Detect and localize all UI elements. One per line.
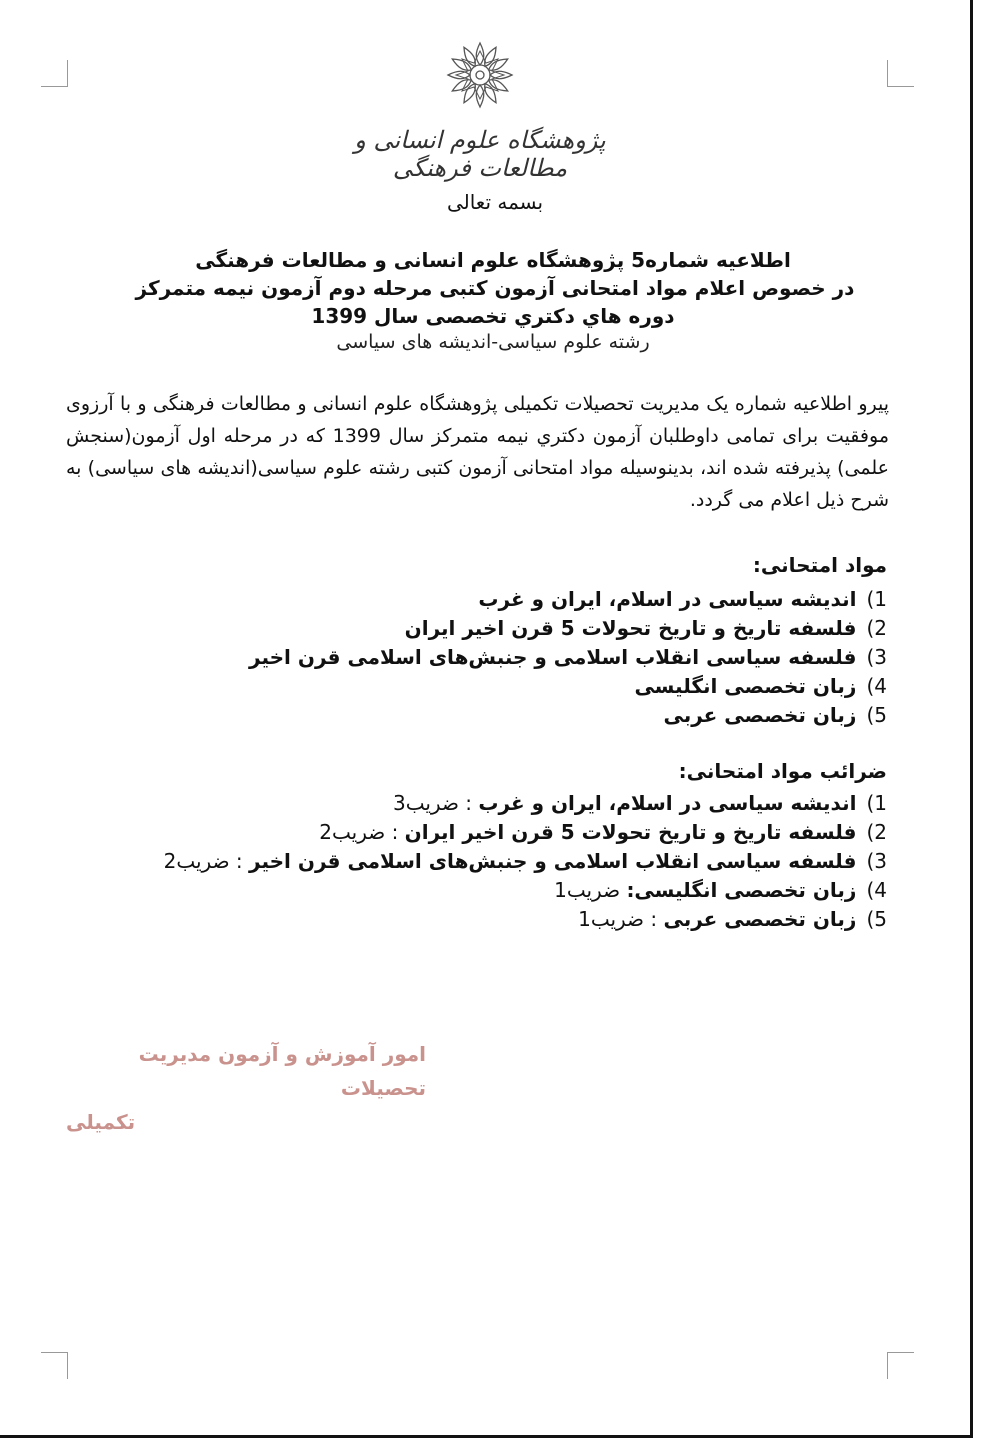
- crop-mark-bottom-right: [887, 1352, 914, 1379]
- subjects-heading: مواد امتحانی:: [752, 553, 887, 577]
- item-number: 4): [866, 674, 887, 698]
- item-number: 2): [866, 616, 887, 640]
- subject-text: فلسفه سیاسی انقلاب اسلامی و جنبش‌های اسلامی قرن اخیر: [249, 849, 857, 873]
- institute-logo-text: پژوهشگاه علوم انسانی و مطالعات فرهنگی: [354, 126, 606, 182]
- subject-text: فلسفه سیاسی انقلاب اسلامی و جنبش‌های اسلامی قرن اخیر: [249, 645, 857, 669]
- crop-mark-top-left: [41, 60, 68, 87]
- list-item: [249, 585, 887, 614]
- list-item: [164, 789, 887, 818]
- item-number: 3): [866, 645, 887, 669]
- subject-text: فلسفه تاریخ و تاریخ تحولات 5 قرن اخیر ایران: [404, 616, 857, 640]
- item-number: 5): [866, 703, 887, 727]
- list-item: [249, 614, 887, 643]
- subject-text: اندیشه سیاسی در اسلام، ایران و غرب: [478, 587, 857, 611]
- item-number: 4): [866, 878, 887, 902]
- coefficient-value: : ضریب3: [392, 791, 479, 815]
- subject-text: اندیشه سیاسی در اسلام، ایران و غرب: [478, 791, 857, 815]
- coefficients-heading: ضرائب مواد امتحانی:: [678, 759, 887, 783]
- announcement-title-line-1: اطلاعیه شماره5 پژوهشگاه علوم انسانی و مطالعات فرهنگی: [195, 248, 791, 272]
- item-number: 2): [866, 820, 887, 844]
- announcement-title-line-2: در خصوص اعلام مواد امتحانی آزمون کتبی مرحله دوم آزمون نیمه متمرکز: [135, 276, 855, 300]
- crop-mark-top-right: [887, 60, 914, 87]
- subject-text: زبان تخصصی انگلیسی: [634, 674, 857, 698]
- coefficients-list: [164, 789, 887, 934]
- coefficient-value: : ضریب1: [578, 907, 664, 931]
- coefficient-value: : ضریب2: [319, 820, 405, 844]
- subjects-list: [249, 585, 887, 730]
- subject-text: زبان تخصصی عربی: [663, 907, 857, 931]
- list-item: [164, 818, 887, 847]
- signature-line-1: امور آموزش و آزمون مدیریت تحصیلات: [138, 1042, 426, 1100]
- list-item: [249, 701, 887, 730]
- subject-text: زبان تخصصی انگلیسی:: [626, 878, 857, 902]
- list-item: [164, 876, 887, 905]
- list-item: [164, 905, 887, 934]
- subject-text: فلسفه تاریخ و تاریخ تحولات 5 قرن اخیر ایران: [404, 820, 857, 844]
- intro-paragraph: پیرو اطلاعیه شماره یک مدیریت تحصیلات تکمیلی پژوهشگاه علوم انسانی و مطالعات فرهنگی و با آرزوی موفقیت برای تمامی داوطلبان آزمون دکتري نیمه متمرکز سال 1399 که در مرحله اول آزمون(سنجش علمی) پذیرفته شده اند، بدینوسیله مواد امتحانی آزمون کتبی رشته علوم سیاسی(اندیشه های سیاسی) به شرح ذیل اعلام می گردد.: [66, 393, 889, 511]
- list-item: [249, 643, 887, 672]
- list-item: [164, 847, 887, 876]
- signature-block: [66, 1037, 426, 1139]
- list-item: [249, 672, 887, 701]
- item-number: 3): [866, 849, 887, 873]
- item-number: 1): [866, 791, 887, 815]
- crop-mark-bottom-left: [41, 1352, 68, 1379]
- bismillah-heading: بسمه تعالی: [446, 190, 544, 214]
- coefficient-value: ضریب1: [554, 878, 627, 902]
- field-subtitle: رشته علوم سیاسی-اندیشه های سیاسی: [336, 331, 650, 353]
- coefficient-value: : ضریب2: [163, 849, 250, 873]
- subject-text: زبان تخصصی عربی: [663, 703, 857, 727]
- item-number: 1): [866, 587, 887, 611]
- item-number: 5): [866, 907, 887, 931]
- announcement-title-line-3: دوره هاي دکتري تخصصی سال 1399: [311, 304, 675, 328]
- institute-emblem-icon: [442, 37, 518, 113]
- signature-line-2: تکمیلی: [66, 1110, 136, 1134]
